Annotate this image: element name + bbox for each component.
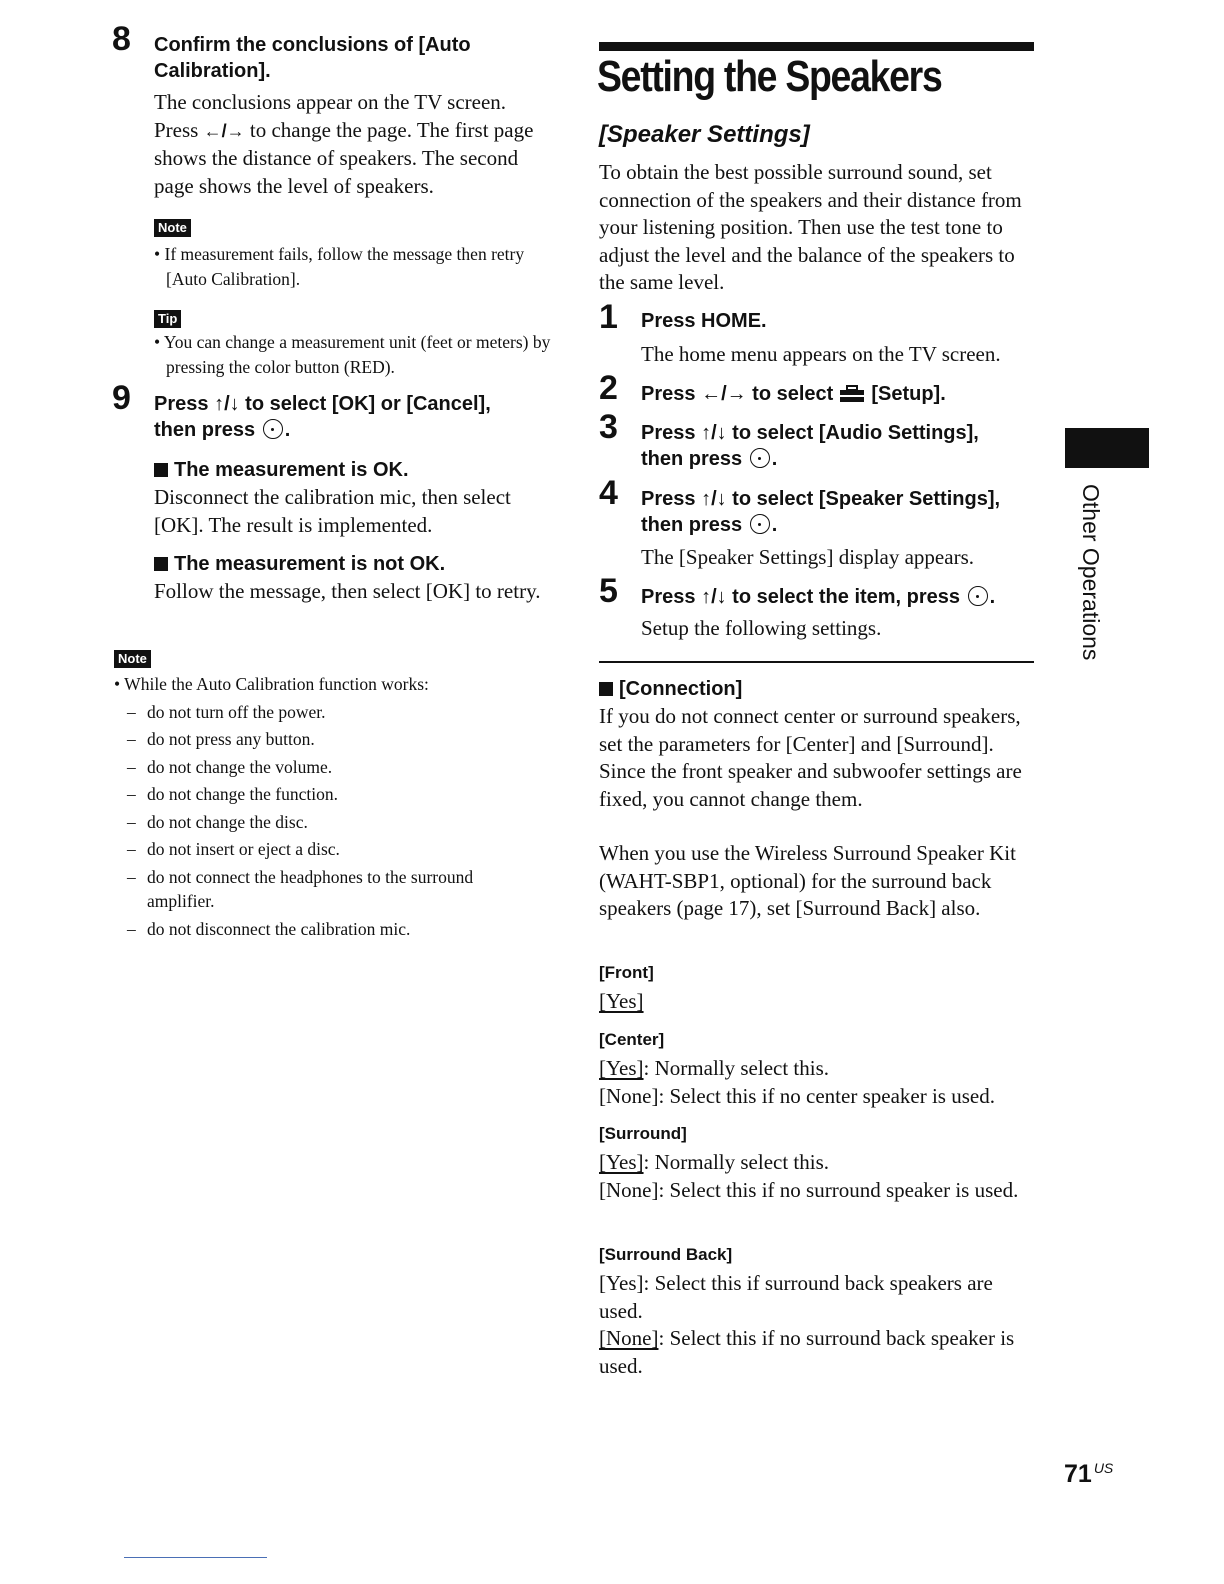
front-label: [Front] [599,963,654,982]
measurement-ok-heading: The measurement is OK. [154,457,409,483]
step-5-heading: Press ↑/↓ to select the item, press . [641,586,996,608]
step-9-heading: Press ↑/↓ to select [OK] or [Cancel], then press . [154,393,491,441]
toolbox-setup-icon [839,385,865,403]
enter-button-icon [750,448,770,468]
note-2-tag: Note [114,650,151,668]
section-divider [599,661,1034,663]
left-right-arrows-icon: ←/→ [203,120,245,141]
connection-paragraph-1: If you do not connect center or surround speakers, set the parameters for [Center] and [Surround]. Since the front speaker and subwoofer settings are fixed, you cannot change them. [599,704,1022,811]
step-3-number: 3 [599,408,618,446]
intro-paragraph: To obtain the best possible surround sound, set connection of the speakers and their distance from your listening position. Then use the test tone to adjust the level and the balance of the speakers to the same level. [599,160,1022,294]
tip-text: • You can change a measurement unit (feet or meters) by pressing the color button (RED). [154,332,551,377]
connection-heading: [Connection] [599,676,742,702]
step-4-body: The [Speaker Settings] display appears. [641,545,974,569]
step-1-number: 1 [599,298,618,336]
step-5-number: 5 [599,572,618,610]
note-2-list: • While the Auto Calibration function works: – do not turn off the power. – do not press any button. – do not change the volume. – do not change the function. – do not change the disc. – do not insert or eject a disc. – do not connect the headphones to the surround amplifier. – do not disconnect the calibration mic. [114,672,544,941]
connection-paragraph-2: When you use the Wireless Surround Speaker Kit (WAHT-SBP1, optional) for the surround back speakers (page 17), set [Surround Back] also. [599,841,1016,920]
surround-options: [Yes]: Normally select this. [None]: Select this if no surround speaker is used. [599,1150,1019,1202]
note-tag: Note [154,219,191,237]
enter-button-icon [263,419,283,439]
step-4-heading: Press ↑/↓ to select [Speaker Settings], then press . [641,488,1001,536]
note-text: • If measurement fails, follow the message then retry [Auto Calibration]. [154,244,525,289]
tip-tag: Tip [154,310,181,328]
list-item: – do not change the disc. [114,810,544,835]
step-2-heading: Press ←/→ to select [Setup]. [641,383,946,405]
square-bullet-icon [154,463,168,477]
front-option-yes: [Yes] [599,989,644,1013]
step-8-body: The conclusions appear on the TV screen. Press ←/→ to change the page. The first page shows the distance of speakers. The second page shows the level of speakers. [154,90,534,198]
step-2-number: 2 [599,369,618,407]
up-down-arrows-icon: ↑/↓ [701,422,727,444]
list-item: – do not press any button. [114,727,544,752]
surround-label: [Surround] [599,1124,687,1143]
step-8-heading: Confirm the conclusions of [Auto Calibration]. [154,34,471,82]
page-number: 71 $^{US}$ [1064,1460,1114,1488]
page-title: Setting the Speakers [597,52,942,101]
step-1-body: The home menu appears on the TV screen. [641,342,1001,366]
square-bullet-icon [154,557,168,571]
up-down-arrows-icon: ↑/↓ [214,393,240,415]
list-item: – do not insert or eject a disc. [114,837,544,862]
list-item: – do not change the volume. [114,755,544,780]
title-rule [599,42,1034,51]
square-bullet-icon [599,682,613,696]
step-9-number: 9 [112,379,131,417]
list-item: – do not connect the headphones to the surround amplifier. [114,865,517,914]
list-item: – do not disconnect the calibration mic. [114,917,544,942]
section-subtitle: [Speaker Settings] [599,121,810,148]
surround-back-label: [Surround Back] [599,1245,733,1264]
left-right-arrows-icon: ←/→ [701,383,747,405]
side-tab-marker [1065,428,1149,468]
step-8-number: 8 [112,20,131,58]
footer-rule [124,1557,267,1558]
side-tab-label: Other Operations [1078,484,1104,661]
up-down-arrows-icon: ↑/↓ [701,488,727,510]
list-item: – do not change the function. [114,782,544,807]
step-5-body: Setup the following settings. [641,616,882,640]
list-item: – do not turn off the power. [114,700,544,725]
up-down-arrows-icon: ↑/↓ [701,586,727,608]
center-options: [Yes]: Normally select this. [None]: Select this if no center speaker is used. [599,1056,995,1108]
measurement-ok-text: Disconnect the calibration mic, then select [OK]. The result is implemented. [154,485,511,537]
step-3-heading: Press ↑/↓ to select [Audio Settings], then press . [641,422,979,470]
step-4-number: 4 [599,474,618,512]
surround-back-options: [Yes]: Select this if surround back speakers are used. [None]: Select this if no surround back speaker is used. [599,1271,1015,1378]
measurement-not-ok-heading: The measurement is not OK. [154,551,445,577]
step-1-heading: Press HOME. [641,310,767,332]
measurement-not-ok-text: Follow the message, then select [OK] to retry. [154,579,541,603]
enter-button-icon [968,586,988,606]
enter-button-icon [750,514,770,534]
center-label: [Center] [599,1030,665,1049]
